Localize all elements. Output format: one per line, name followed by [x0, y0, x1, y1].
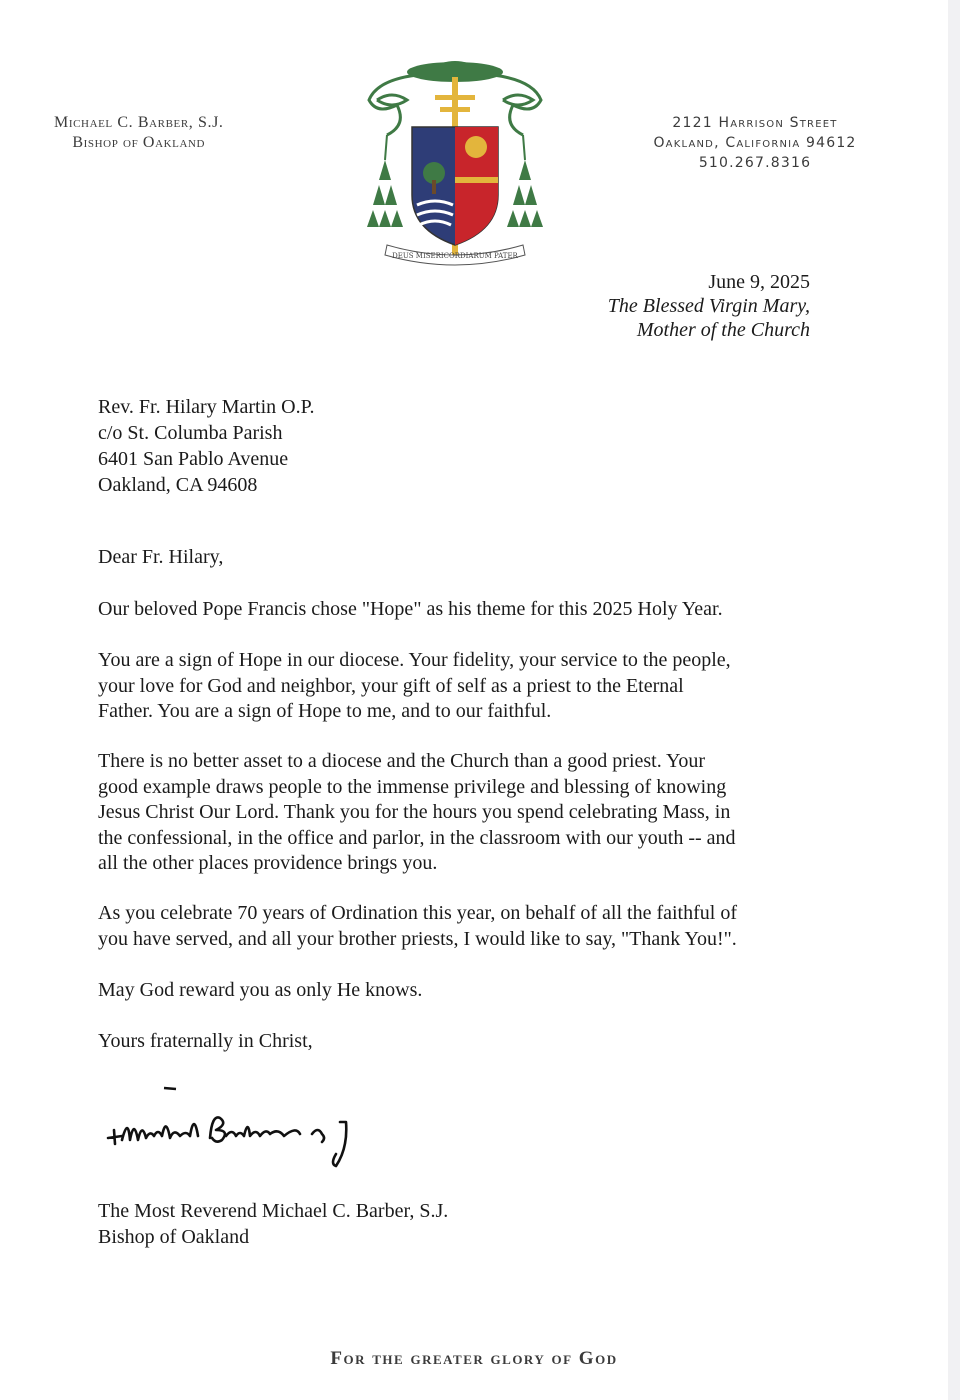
paragraph-4: [98, 901, 737, 952]
signatory-block: [98, 1198, 448, 1250]
recipient-address: [98, 394, 314, 498]
feast-line-1: The Blessed Virgin Mary,: [607, 295, 810, 317]
handwritten-signature-icon: [100, 1078, 370, 1173]
crest-motto: DEUS MISERICORDIARUM PATER: [392, 252, 518, 260]
paragraph-line: the confessional, in the office and parlor, in the classroom with our youth -- and: [98, 826, 736, 849]
paragraph-line: you have served, and all your brother priests, I would like to say, "Thank You!".: [98, 927, 737, 950]
paragraph-3: [98, 749, 736, 877]
footer-motto: For the greater glory of God: [330, 1348, 618, 1369]
city-address: Oakland, California 94612: [653, 135, 857, 151]
street-address: 2121 Harrison Street: [672, 115, 838, 131]
salutation: Dear Fr. Hilary,: [98, 546, 224, 568]
paragraph-line: good example draws people to the immense privilege and blessing of knowing: [98, 775, 727, 798]
signatory-name: The Most Reverend Michael C. Barber, S.J.: [98, 1200, 449, 1222]
paragraph-2: [98, 648, 731, 725]
letterhead-sender: [54, 113, 224, 153]
recipient-line-4: Oakland, CA 94608: [98, 474, 258, 496]
paragraph-line: all the other places providence brings you.: [98, 852, 438, 874]
paragraph-line: Father. You are a sign of Hope to me, and to our faithful.: [98, 700, 552, 722]
paragraph-5: [98, 978, 422, 1004]
paragraph-line: May God reward you as only He knows.: [98, 979, 423, 1001]
paragraph-line: As you celebrate 70 years of Ordination this year, on behalf of all the faithful of: [98, 902, 737, 924]
paragraph-line: You are a sign of Hope in our diocese. Your fidelity, your service to the people,: [98, 649, 731, 671]
coat-of-arms-icon: [357, 55, 553, 270]
recipient-line-1: Rev. Fr. Hilary Martin O.P.: [98, 396, 315, 418]
date-block: [608, 270, 810, 342]
closing: Yours fraternally in Christ,: [98, 1030, 313, 1052]
recipient-line-2: c/o St. Columba Parish: [98, 422, 283, 444]
paragraph-line: your love for God and neighbor, your gift of self as a priest to the Eternal: [98, 674, 684, 697]
sender-name: Michael C. Barber, S.J.: [54, 114, 224, 131]
paragraph-line: Our beloved Pope Francis chose "Hope" as his theme for this 2025 Holy Year.: [98, 598, 723, 620]
paragraph-1: [98, 597, 723, 623]
feast-line-2: Mother of the Church: [636, 319, 810, 341]
sender-title: Bishop of Oakland: [72, 134, 206, 151]
letterhead-address: [640, 113, 870, 173]
paragraph-line: There is no better asset to a diocese and the Church than a good priest. Your: [98, 750, 706, 772]
phone-number: 510.267.8316: [698, 155, 812, 171]
signatory-title: Bishop of Oakland: [98, 1226, 250, 1248]
recipient-line-3: 6401 San Pablo Avenue: [98, 448, 289, 470]
letter-date: June 9, 2025: [708, 271, 810, 293]
paragraph-line: Jesus Christ Our Lord. Thank you for the hours you spend celebrating Mass, in: [98, 801, 731, 823]
